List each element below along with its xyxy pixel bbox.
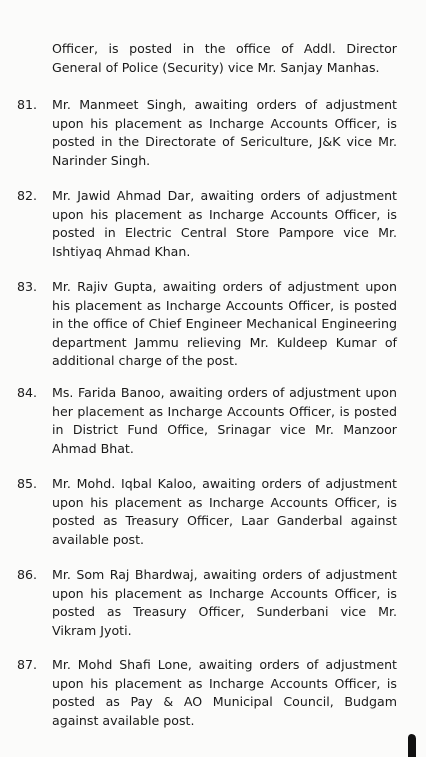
item-text: Mr. Som Raj Bhardwaj, awaiting orders of adjustment upon his placement as Incharge Accounts Officer, is posted as Treasury Officer, Sunderbani vice Mr. Vikram Jyoti. — [52, 567, 397, 638]
item-number: 87. — [17, 657, 38, 672]
list-item — [17, 475, 397, 549]
item-text: Mr. Rajiv Gupta, awaiting orders of adjustment upon his placement as Incharge Accounts Officer, is posted in the office of Chief Engineer Mechanical Engineering department Jammu relieving Mr. Kuldeep Kumar of additional charge of the post. — [52, 279, 397, 368]
item-text: Mr. Mohd Shafi Lone, awaiting orders of adjustment upon his placement as Incharge Accounts Officer, is posted as Pay & AO Municipal Council, Budgam against available post. — [52, 657, 397, 728]
item-text: Mr. Mohd. Iqbal Kaloo, awaiting orders of adjustment upon his placement as Incharge Accounts Officer, is posted as Treasury Officer, Laar Ganderbal against available post. — [52, 476, 397, 547]
item-text: Mr. Manmeet Singh, awaiting orders of adjustment upon his placement as Incharge Accounts Officer, is posted in the Directorate of Sericulture, J&K vice Mr. Narinder Singh. — [52, 97, 397, 168]
list-item — [17, 656, 397, 730]
list-item — [17, 384, 397, 458]
item-number: 81. — [17, 97, 38, 112]
list-item — [17, 96, 397, 170]
list-item — [17, 187, 397, 261]
item-number: 84. — [17, 385, 38, 400]
item-number: 85. — [17, 476, 38, 491]
item-text: Mr. Jawid Ahmad Dar, awaiting orders of adjustment upon his placement as Incharge Accounts Officer, is posted in Electric Central Store Pampore vice Mr. Ishtiyaq Ahmad Khan. — [52, 188, 397, 259]
list-item — [17, 566, 397, 640]
item-number: 86. — [17, 567, 38, 582]
continuation-paragraph: Officer, is posted in the office of Addl. Director General of Police (Security) vice Mr. Sanjay Manhas. — [52, 41, 397, 75]
item-number: 82. — [17, 188, 38, 203]
ink-mark — [408, 734, 416, 757]
item-number: 83. — [17, 279, 38, 294]
list-item — [17, 278, 397, 371]
item-text: Ms. Farida Banoo, awaiting orders of adjustment upon her placement as Incharge Accounts Officer, is posted in District Fund Office, Srinagar vice Mr. Manzoor Ahmad Bhat. — [52, 385, 397, 456]
